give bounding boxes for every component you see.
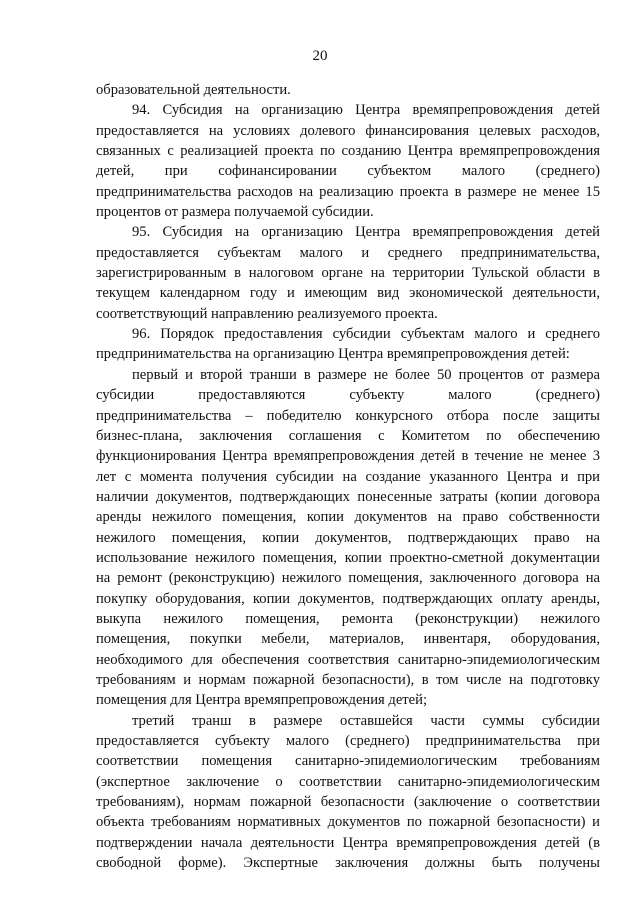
text-line: функционирования Центра времяпрепровождения детей в течение не менее 3 <box>96 448 600 465</box>
text-line: третий транш в размере оставшейся части суммы субсидии <box>132 712 600 729</box>
text-line: 95. Субсидия на организацию Центра времяпрепровождения детей <box>132 224 600 241</box>
text-line: соответствующий направлению реализуемого проекта. <box>96 305 438 322</box>
document-body <box>96 80 600 873</box>
text-line: связанных с реализацией проекта по созданию Центра времяпрепровождения <box>96 143 600 160</box>
text-line: выкупа нежилого помещения, ремонта (реконструкции) нежилого <box>96 610 600 627</box>
text-line: требованиям), нормам пожарной безопасности (заключение о соответствии <box>96 794 600 811</box>
text-line: детей, при софинансировании субъектом малого (среднего) <box>96 163 600 180</box>
text-line: текущем календарном году и имеющим вид экономической деятельности, <box>96 285 600 302</box>
text-line: предоставляется субъекту малого (среднего) предпринимательства при <box>96 733 600 749</box>
text-line: использование нежилого помещения, копии проектно-сметной документации <box>96 549 600 566</box>
text-line: помещения для Центра времяпрепровождения детей; <box>96 692 428 709</box>
text-line: предоставляется на условиях долевого финансирования целевых расходов, <box>96 122 600 139</box>
text-line: предоставляется субъектам малого и среднего предпринимательства, <box>96 244 600 261</box>
text-line: первый и второй транши в размере не более 50 процентов от размера <box>132 366 600 383</box>
text-line: свободной форме). Экспертные заключения должны быть получены <box>96 855 600 872</box>
text-line: нежилого помещения, копии документов, подтверждающих право на <box>96 529 600 546</box>
page-number: 20 <box>312 48 328 64</box>
text-line: образовательной деятельности. <box>96 82 291 98</box>
text-line: покупку оборудования, копии документов, подтверждающих оплату аренды, <box>96 590 600 607</box>
text-line: аренды нежилого помещения, копии документов на право собственности <box>96 509 600 526</box>
text-line: предпринимательства – победителю конкурсного отбора после защиты <box>96 407 600 424</box>
text-line: лет с момента получения субсидии на создание указанного Центра и при <box>96 468 600 485</box>
text-line: соответствии помещения санитарно-эпидемиологическим требованиям <box>96 753 600 770</box>
text-line: объекта требованиям нормативных документов по пожарной безопасности) и <box>96 814 600 831</box>
text-line: подтверждении начала деятельности Центра времяпрепровождения детей (в <box>96 834 600 851</box>
text-line: наличии документов, подтверждающих понесенные затраты (копии договора <box>96 488 600 505</box>
text-line: зарегистрированным в налоговом органе на территории Тульской области в <box>96 265 600 282</box>
text-line: процентов от размера получаемой субсидии. <box>96 204 374 221</box>
text-line: требованиям и нормам пожарной безопасности), в том числе на подготовку <box>96 671 600 688</box>
text-line: необходимого для обеспечения соответствия санитарно-эпидемиологическим <box>96 651 600 668</box>
text-line: субсидии предоставляются субъекту малого (среднего) <box>96 387 600 404</box>
text-line: на ремонт (реконструкцию) нежилого помещения, заключенного договора на <box>96 570 600 587</box>
text-line: (экспертное заключение о соответствии санитарно-эпидемиологическим <box>96 773 600 790</box>
text-line: предпринимательства расходов на реализацию проекта в размере не менее 15 <box>96 183 600 200</box>
text-line: бизнес-плана, заключения соглашения с Комитетом по обеспечению <box>96 427 600 444</box>
text-line: помещения, покупки мебели, материалов, инвентаря, оборудования, <box>96 631 600 648</box>
text-line: 96. Порядок предоставления субсидии субъектам малого и среднего <box>132 326 600 343</box>
text-line: предпринимательства на организацию Центра времяпрепровождения детей: <box>96 346 570 363</box>
text-line: 94. Субсидия на организацию Центра времяпрепровождения детей <box>132 102 600 119</box>
